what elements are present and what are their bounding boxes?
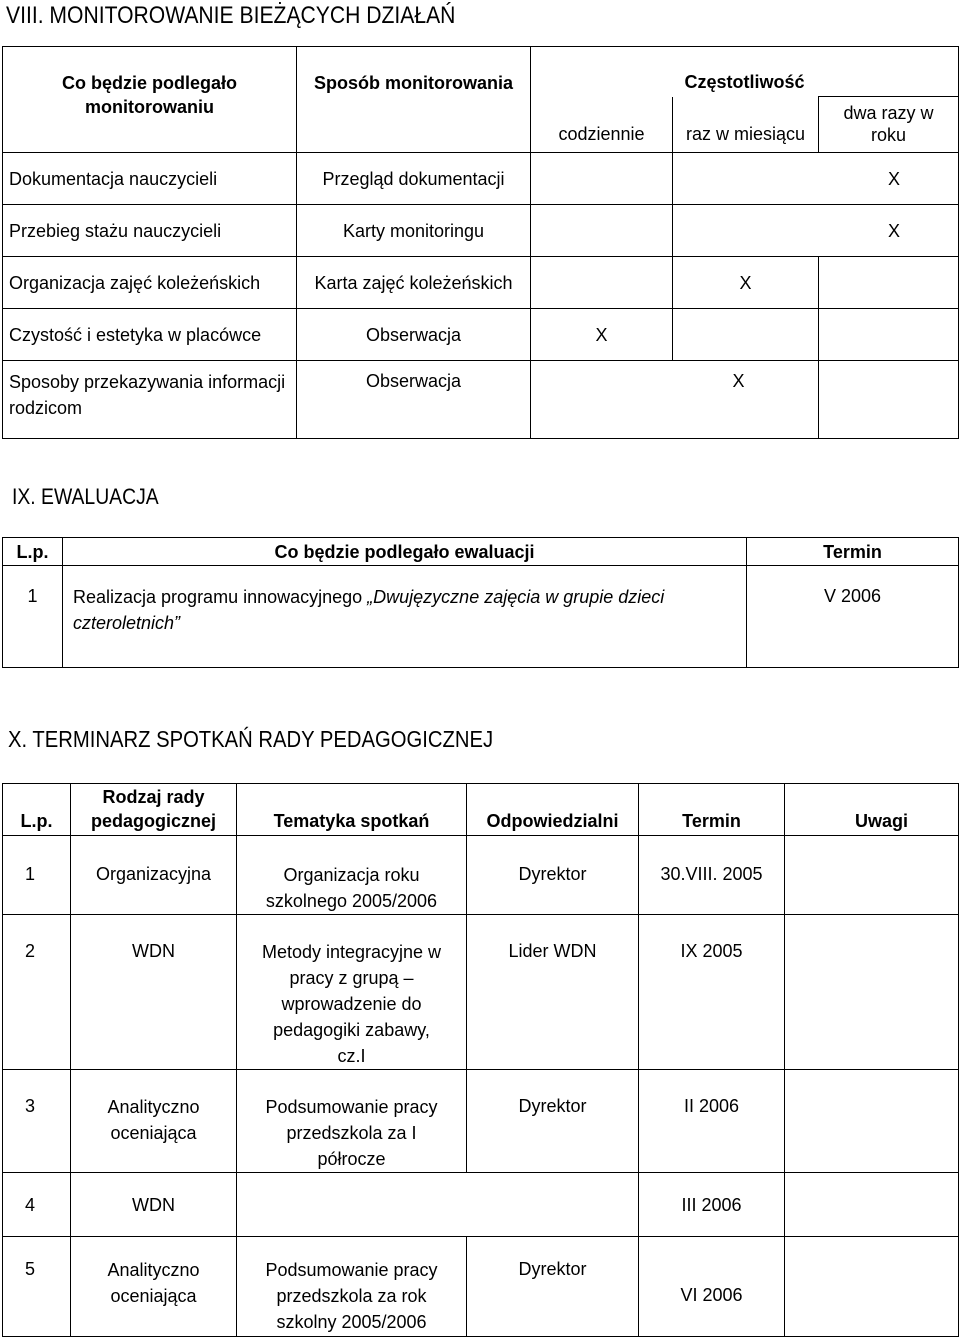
table-row: [3, 153, 959, 205]
evaluation-table: [2, 537, 959, 668]
cell-type: WDN: [71, 915, 237, 1070]
table-row: [3, 1237, 959, 1337]
header-type: Rodzaj rady pedagogicznej: [71, 784, 237, 836]
header-what: Co będzie podlegało ewaluacji: [63, 538, 747, 566]
cell-how: Obserwacja: [297, 309, 531, 361]
table-row: [3, 1070, 959, 1173]
table-row: [3, 566, 959, 668]
cell-topic: Organizacja roku szkolnego 2005/2006: [237, 836, 467, 915]
cell-how: Karta zajęć koleżeńskich: [297, 257, 531, 309]
cell-lp: 1: [3, 836, 71, 915]
header-term: Termin: [639, 784, 785, 836]
header-frequency: Częstotliwość: [531, 47, 959, 97]
cell-term: VI 2006: [639, 1237, 785, 1337]
cell-topic: Podsumowanie pracy przedszkola za I półrocze: [237, 1070, 467, 1173]
cell-notes: [785, 915, 959, 1070]
cell-type: WDN: [71, 1173, 237, 1237]
header-what: Co będzie podlegało monitorowaniu: [3, 47, 297, 153]
cell-how: Przegląd dokumentacji: [297, 153, 531, 205]
cell-what-italic: „Dwujęzyczne zajęcia w grupie dzieci czteroletnich”: [73, 587, 665, 633]
cell-lp: 4: [3, 1173, 71, 1237]
cell-responsible: Dyrektor: [467, 836, 639, 915]
header-lp: L.p.: [3, 784, 71, 836]
section-8-title: VIII. MONITOROWANIE BIEŻĄCYCH DZIAŁAŃ: [6, 2, 456, 29]
cell-monthly: [673, 153, 819, 205]
cell-twice: X: [819, 153, 959, 205]
cell-daily: [531, 361, 673, 439]
cell-how: Karty monitoringu: [297, 205, 531, 257]
cell-twice: X: [819, 205, 959, 257]
cell-twice: [819, 257, 959, 309]
table-row: [3, 361, 959, 439]
cell-type: Analityczno oceniająca: [71, 1070, 237, 1173]
header-how: Sposób monitorowania: [297, 47, 531, 153]
header-daily: codziennie: [531, 97, 673, 153]
cell-daily: [531, 257, 673, 309]
cell-lp: 2: [3, 915, 71, 1070]
cell-what: Przebieg stażu nauczycieli: [3, 205, 297, 257]
cell-type: Analityczno oceniająca: [71, 1237, 237, 1337]
cell-what: Sposoby przekazywania informacji rodzicom: [3, 361, 297, 439]
section-9-title: IX. EWALUACJA: [12, 484, 159, 509]
cell-responsible: Dyrektor: [467, 1070, 639, 1173]
cell-monthly: [673, 309, 819, 361]
cell-what: [63, 566, 747, 668]
section-10-title: X. TERMINARZ SPOTKAŃ RADY PEDAGOGICZNEJ: [8, 726, 494, 752]
cell-notes: [785, 836, 959, 915]
cell-responsible: Dyrektor: [467, 1237, 639, 1337]
cell-term: 30.VIII. 2005: [639, 836, 785, 915]
header-lp: L.p.: [3, 538, 63, 566]
cell-monthly: X: [673, 257, 819, 309]
header-topic: Tematyka spotkań: [237, 784, 467, 836]
table-row: [3, 915, 959, 1070]
cell-monthly: [673, 205, 819, 257]
cell-topic: Metody integracyjne w pracy z grupą – wprowadzenie do pedagogiki zabawy, cz.I: [237, 915, 467, 1070]
cell-daily: [531, 153, 673, 205]
cell-notes: [785, 1237, 959, 1337]
cell-notes: [785, 1070, 959, 1173]
cell-how: Obserwacja: [297, 361, 531, 439]
cell-daily: [531, 205, 673, 257]
cell-notes: [785, 1173, 959, 1237]
cell-term: III 2006: [639, 1173, 785, 1237]
cell-twice: [819, 361, 959, 439]
cell-what: Organizacja zajęć koleżeńskich: [3, 257, 297, 309]
cell-what: Dokumentacja nauczycieli: [3, 153, 297, 205]
header-twice-yearly: dwa razy w roku: [819, 97, 959, 153]
table-row: [3, 1173, 959, 1237]
cell-lp: 3: [3, 1070, 71, 1173]
cell-monthly: X: [673, 361, 819, 439]
meetings-table: [2, 783, 959, 1337]
monitoring-table: [2, 46, 959, 439]
header-monthly: raz w miesiącu: [673, 97, 819, 153]
cell-what-plain: Realizacja programu innowacyjnego: [73, 587, 368, 607]
header-term: Termin: [747, 538, 959, 566]
table-row: [3, 205, 959, 257]
cell-term: II 2006: [639, 1070, 785, 1173]
cell-what: Czystość i estetyka w placówce: [3, 309, 297, 361]
header-notes: Uwagi: [785, 784, 959, 836]
table-row: [3, 257, 959, 309]
header-responsible: Odpowiedzialni: [467, 784, 639, 836]
cell-responsible: [467, 1173, 639, 1237]
cell-term: IX 2005: [639, 915, 785, 1070]
cell-daily: X: [531, 309, 673, 361]
cell-lp: 5: [3, 1237, 71, 1337]
cell-type: Organizacyjna: [71, 836, 237, 915]
cell-term: V 2006: [747, 566, 959, 668]
table-row: [3, 309, 959, 361]
cell-topic: [237, 1173, 467, 1237]
cell-responsible: Lider WDN: [467, 915, 639, 1070]
table-row: [3, 836, 959, 915]
cell-topic: Podsumowanie pracy przedszkola za rok szkolny 2005/2006: [237, 1237, 467, 1337]
cell-lp: 1: [3, 566, 63, 668]
cell-twice: [819, 309, 959, 361]
